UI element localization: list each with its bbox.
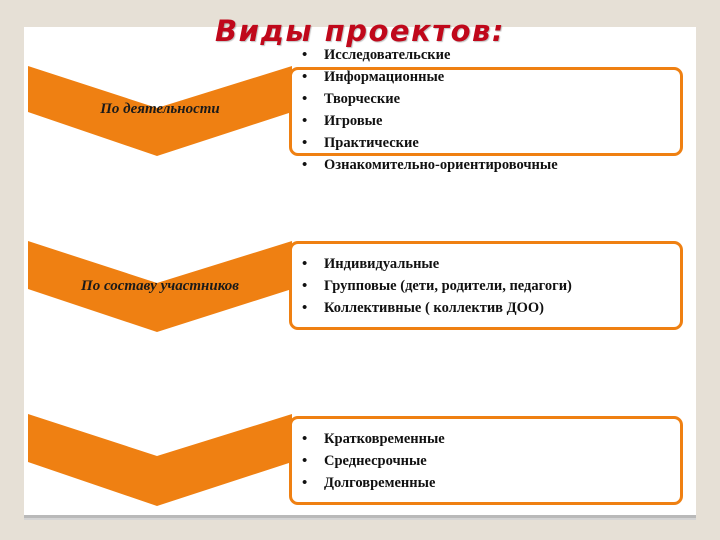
list-item: • Среднесрочные [300,450,445,472]
list-item: • Информационные [300,66,558,88]
group-3-list [300,428,445,494]
list-item: • Индивидуальные [300,253,572,275]
group-1-list [300,44,558,176]
group-1-label: По деятельности [100,101,220,117]
list-item: • Игровые [300,110,558,132]
group-2-label: По составу участников [81,278,239,294]
list-item: • Творческие [300,88,558,110]
chevron-3-shape [28,414,292,506]
list-item: • Групповые (дети, родители, педагоги) [300,275,572,297]
list-item: • Долговременные [300,472,445,494]
group-2-list [300,253,572,319]
list-item: • Кратковременные [300,428,445,450]
list-item: • Коллективные ( коллектив ДОО) [300,297,572,319]
slide-title: Виды проектов: [215,14,505,48]
list-item: • Практические [300,132,558,154]
list-item: • Исследовательские [300,44,558,66]
list-item: • Ознакомительно-ориентировочные [300,154,558,176]
